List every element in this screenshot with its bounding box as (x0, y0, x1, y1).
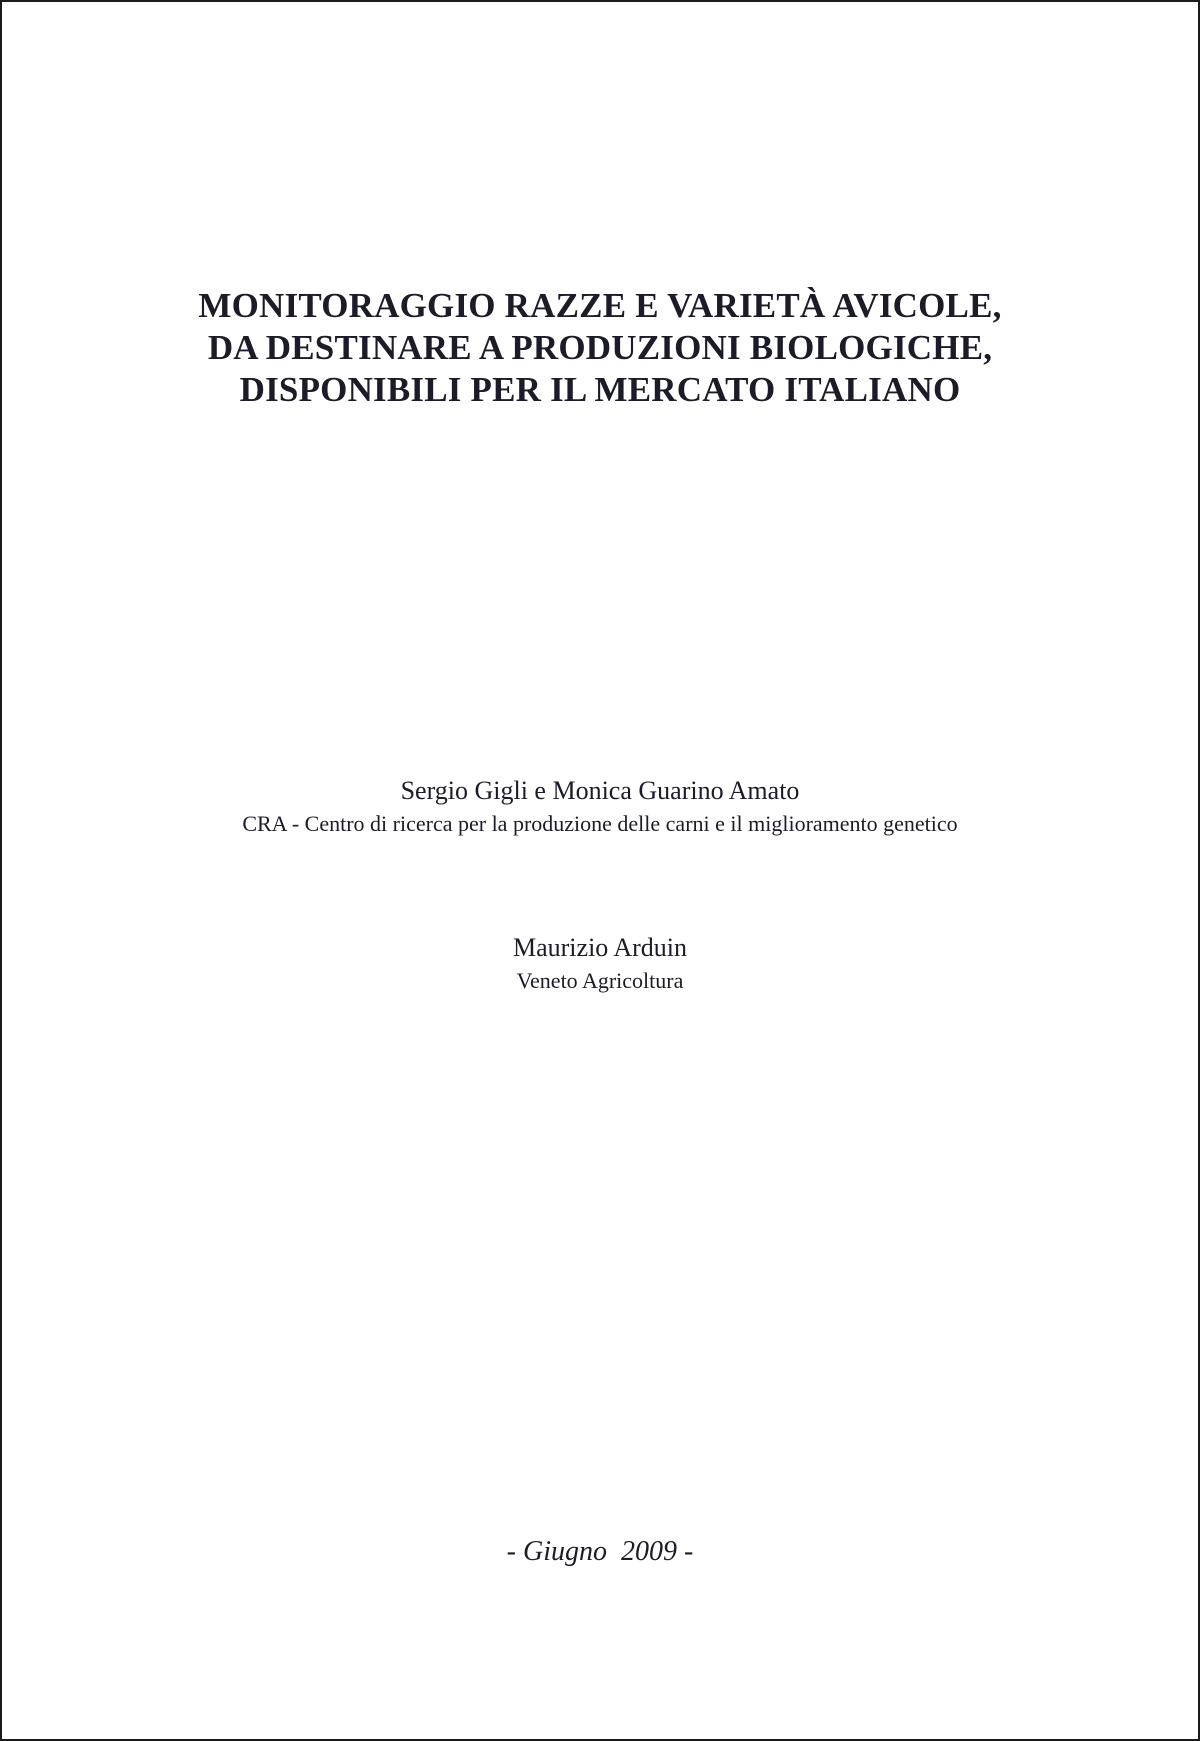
author-affiliation-2: Veneto Agricoltura (516, 968, 684, 993)
author-names-1: Sergio Gigli e Monica Guarino Amato (400, 776, 800, 805)
document-title (2, 285, 1198, 411)
title-line-1: MONITORAGGIO RAZZE E VARIETÀ AVICOLE, (198, 286, 1002, 325)
title-line-3: DISPONIBILI PER IL MERCATO ITALIANO (239, 370, 961, 409)
title-line-2: DA DESTINARE A PRODUZIONI BIOLOGICHE, (207, 328, 993, 367)
author-names-2: Maurizio Arduin (512, 933, 688, 962)
author-affiliation-1: CRA - Centro di ricerca per la produzione delle carni e il miglioramento genetico (242, 811, 958, 836)
publication-date: - Giugno 2009 - (506, 1536, 694, 1567)
